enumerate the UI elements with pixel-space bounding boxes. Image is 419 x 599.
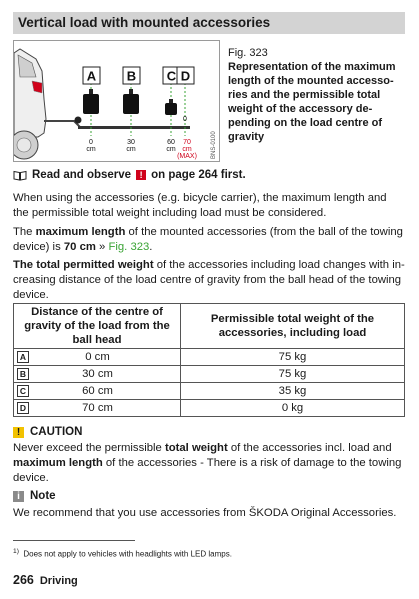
weight-table	[13, 303, 405, 417]
table-header-row	[14, 304, 405, 349]
paragraph-total-weight: The total permitted weight of the accessories including load changes with in-creasing distance of the load centre of gravity from the ball head of the towing device.	[13, 259, 405, 301]
row-weight: 0 kg	[181, 400, 405, 417]
weight-a-icon	[83, 89, 99, 114]
zero-weight-mark: 0	[183, 116, 187, 123]
scale-value-70: 70	[183, 139, 191, 146]
table-row	[14, 400, 405, 417]
scale-value-0: 0	[89, 139, 93, 146]
tow-bar	[44, 121, 80, 127]
book-icon	[13, 170, 27, 181]
row-key-d: D	[17, 402, 29, 414]
table-header-distance: Distance of the centre of gravity of the load from the ball head	[14, 304, 181, 349]
figure-caption	[228, 46, 405, 144]
paragraph-accessories-limits: When using the accessories (e.g. bicycle carrier), the maximum length and the permissible total weight including load must be considered.	[13, 192, 387, 219]
tow-ball-icon	[75, 117, 82, 124]
figure-caption-label: Fig. 323	[228, 47, 268, 59]
read-observe-prefix: Read and observe	[32, 169, 132, 181]
row-key-c: C	[17, 385, 29, 397]
weight-c-icon	[165, 99, 177, 115]
scale-max-label: (MAX)	[177, 153, 197, 160]
read-and-observe	[13, 169, 246, 181]
carrier-rail	[78, 126, 190, 129]
scale-unit-0: cm	[86, 146, 96, 153]
row-key-a: A	[17, 351, 29, 363]
read-observe-link[interactable]: on page 264 first.	[151, 169, 246, 181]
note-heading	[13, 490, 56, 502]
table-header-weight: Permissible total weight of the accessories, including load	[181, 304, 405, 349]
table-row	[14, 349, 405, 366]
table-row	[14, 366, 405, 383]
fig-323-link[interactable]: Fig. 323	[108, 241, 150, 253]
note-text: We recommend that you use accessories from ŠKODA Original Accessories.	[13, 507, 397, 519]
scale-unit-70: cm	[182, 146, 192, 153]
caution-icon: !	[13, 427, 24, 438]
weight-b-icon	[123, 89, 139, 114]
row-weight: 75 kg	[181, 349, 405, 366]
row-weight: 35 kg	[181, 383, 405, 400]
paragraph-maximum-length: The maximum length of the mounted accessories (from the ball of the towing device) is 70 cm » Fig. 323.	[13, 226, 403, 253]
row-distance: 0 cm	[85, 351, 110, 363]
figure-caption-text: Representation of the maximum length of the mounted accesso-ries and the permissible total weight of the accessory de-pending on the load centre of gravity	[228, 61, 396, 143]
section-title: Vertical load with mounted accessories	[13, 12, 405, 34]
row-key-b: B	[17, 368, 29, 380]
table-row	[14, 383, 405, 400]
page-number: 266	[13, 573, 34, 587]
caution-title: CAUTION	[30, 426, 83, 438]
note-title: Note	[30, 490, 56, 502]
scale-value-60: 60	[167, 139, 175, 146]
page-footer	[13, 573, 78, 587]
load-diagram	[14, 41, 219, 161]
box-d-label: D	[180, 68, 191, 84]
scale-value-30: 30	[127, 139, 135, 146]
row-distance: 30 cm	[82, 368, 113, 380]
row-distance: 60 cm	[82, 385, 113, 397]
caution-text: Never exceed the permissible total weight of the accessories incl. load and maximum length of the accessories - There is a risk of damage to the towing device.	[13, 442, 402, 484]
chapter-name: Driving	[39, 575, 78, 587]
figure-323	[13, 40, 220, 162]
row-distance: 70 cm	[82, 402, 113, 414]
box-b-label: B	[126, 68, 137, 84]
box-a-label: A	[86, 68, 97, 84]
figure-code: BNS-0100	[211, 131, 217, 159]
info-icon: i	[13, 491, 24, 502]
scale-unit-30: cm	[126, 146, 136, 153]
caution-heading	[13, 426, 82, 438]
footnote: $^{1)}$ Does not apply to vehicles with headlights with LED lamps.	[13, 548, 232, 559]
box-c-label: C	[166, 68, 177, 84]
scale-unit-60: cm	[166, 146, 176, 153]
warning-icon: !	[136, 170, 146, 180]
row-weight: 75 kg	[181, 366, 405, 383]
footnote-divider	[13, 540, 135, 541]
